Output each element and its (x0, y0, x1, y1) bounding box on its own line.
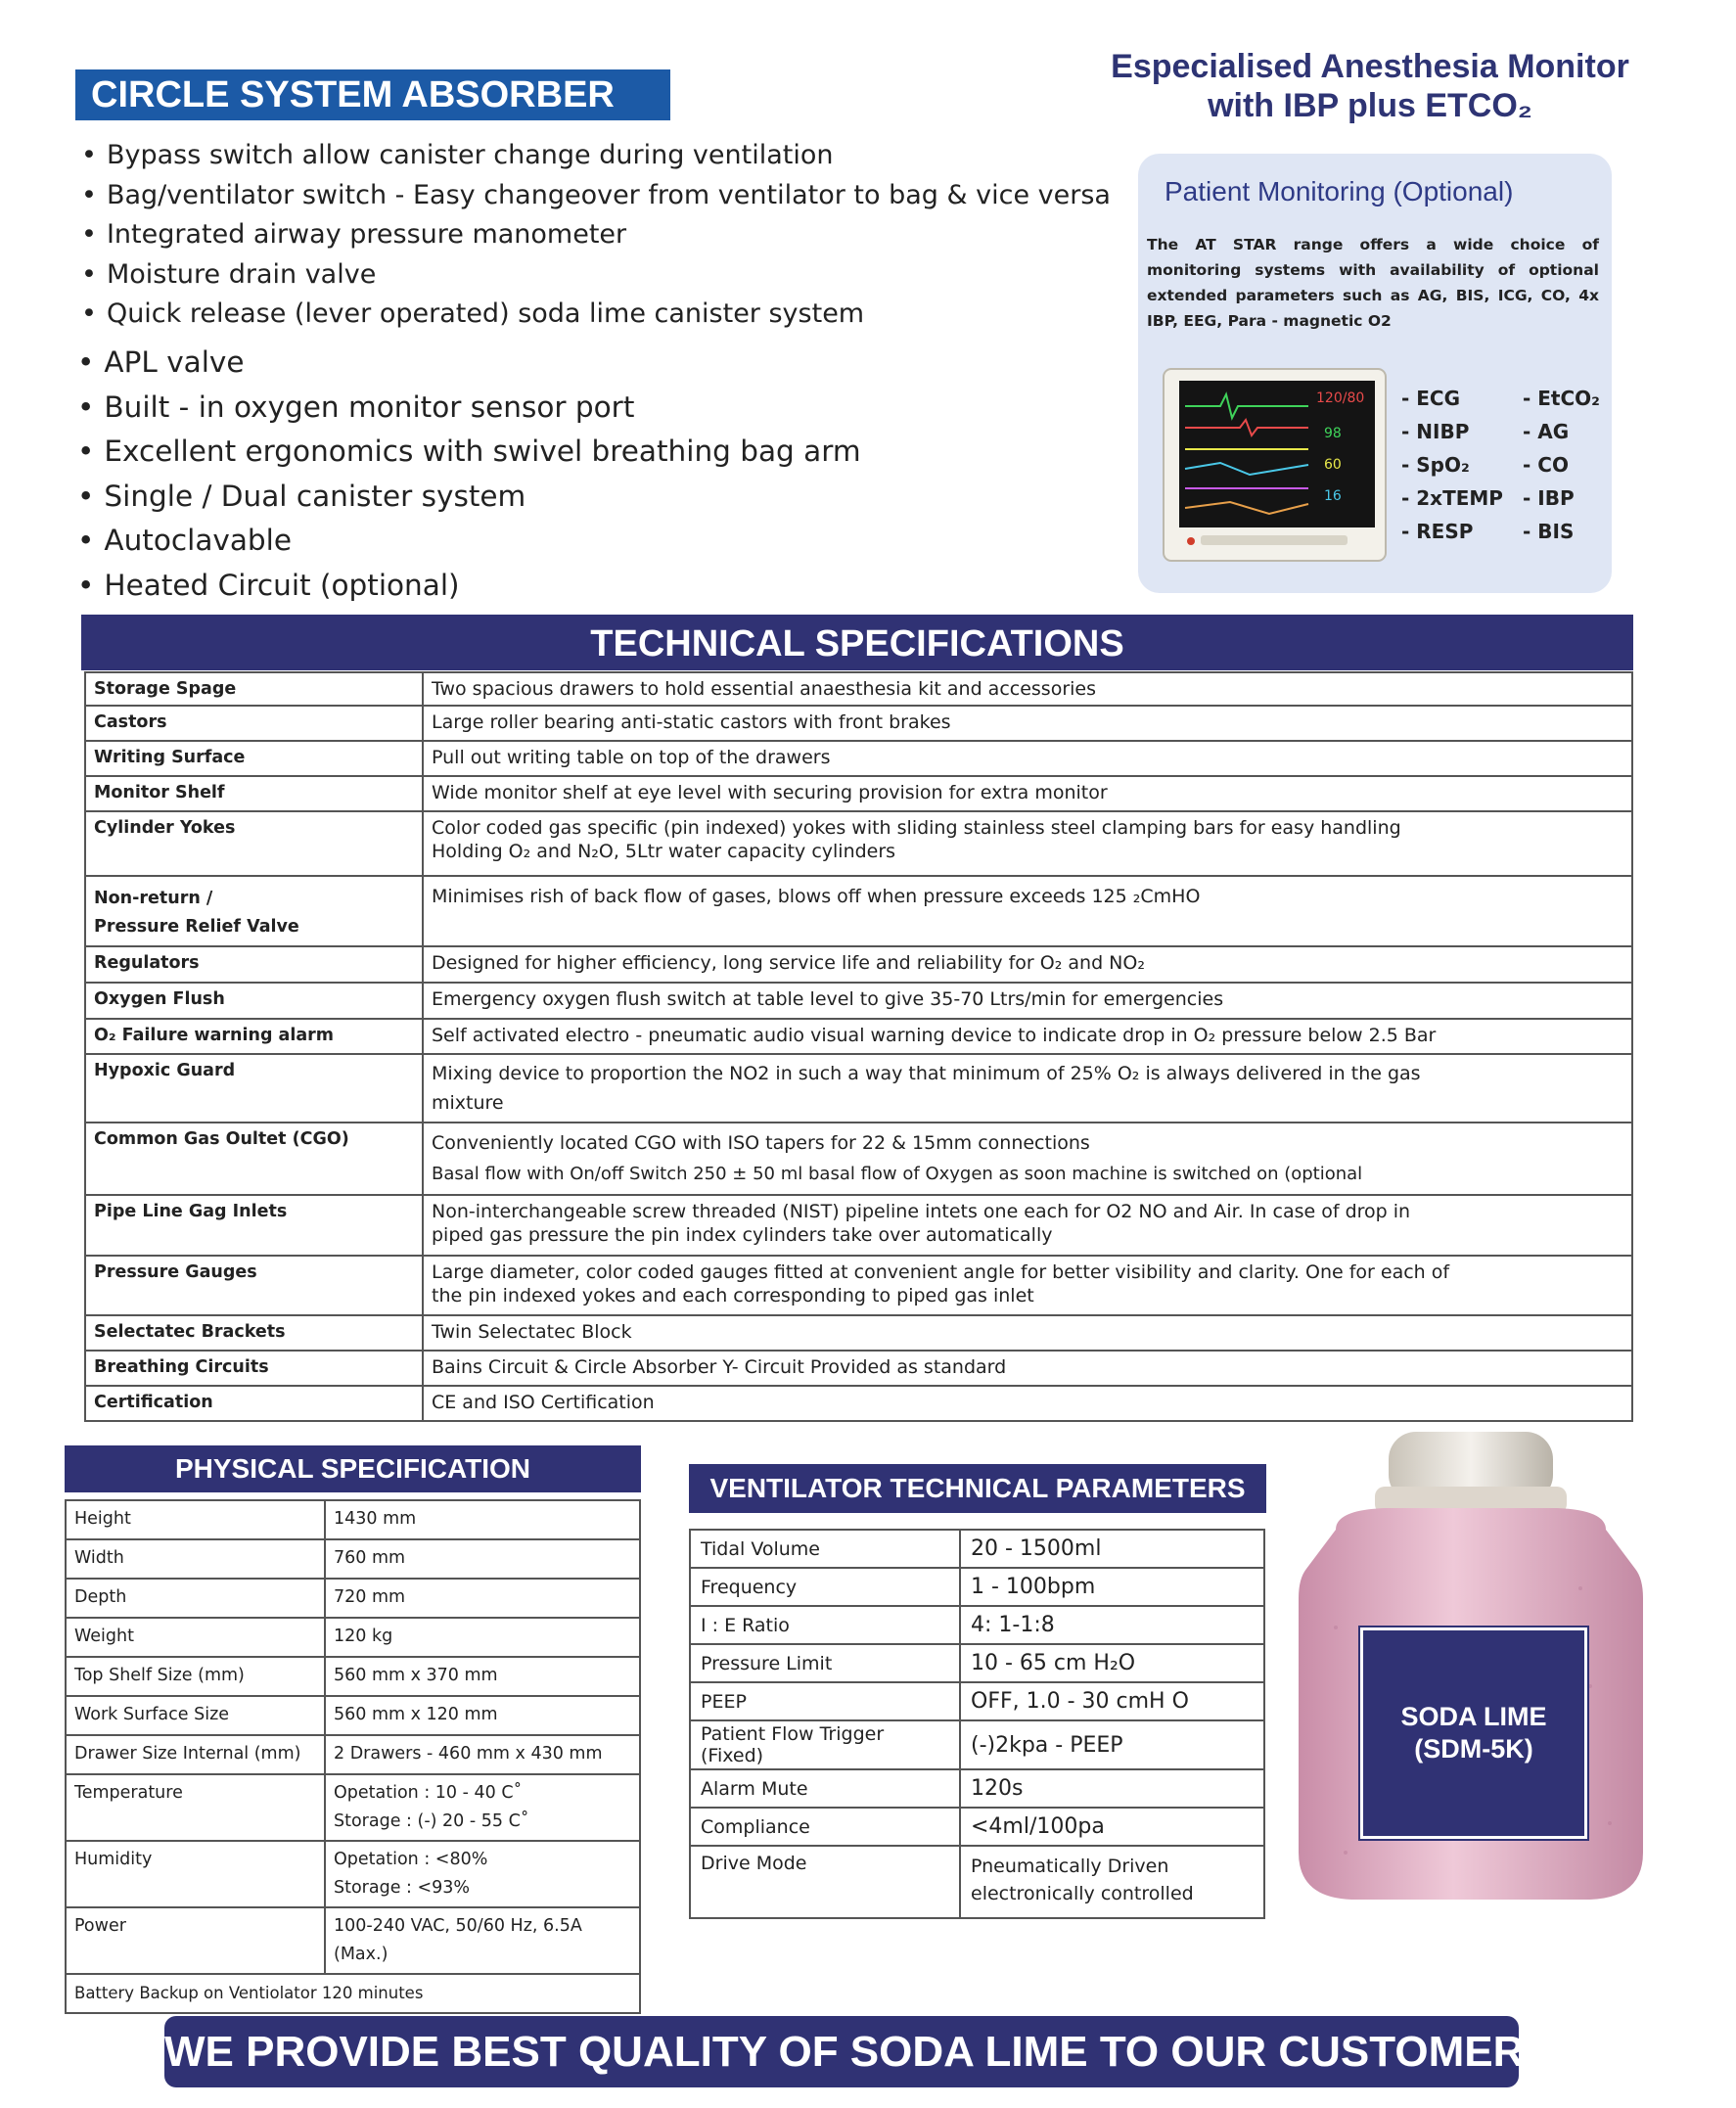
param-value: 20 - 1500ml (960, 1530, 1264, 1568)
monitor-title (1037, 47, 1703, 125)
spec-key: Common Gas Oultet (CGO) (85, 1123, 423, 1195)
spec-value-line: Storage : (-) 20 - 55 C˚ (334, 1811, 529, 1831)
spec-key: Top Shelf Size (mm) (66, 1657, 325, 1696)
spec-value-line: the pin indexed yokes and each corresponding to piped gas inlet (432, 1285, 1034, 1306)
feature-item: • Moisture drain valve (81, 255, 1111, 296)
spec-value-line: Large diameter, color coded gauges fitted at convenient angle for better visibility and clarity. One for each of (432, 1261, 1450, 1283)
spec-value: Large roller bearing anti-static castors with front brakes (423, 706, 1632, 741)
spec-value: 720 mm (325, 1579, 640, 1618)
spec-value: 120 kg (325, 1618, 640, 1657)
ventilator-parameters-table (689, 1529, 1265, 1919)
param-value (960, 1846, 1264, 1918)
monitor-screen-value: 60 (1324, 457, 1342, 473)
spec-key: Pressure Gauges (85, 1256, 423, 1315)
table-row (690, 1682, 1264, 1720)
feature-item: • Single / Dual canister system (77, 475, 861, 520)
table-row (66, 1841, 640, 1907)
feature-item: • Bag/ventilator switch - Easy changeover from ventilator to bag & vice versa (81, 176, 1111, 216)
table-row (66, 1657, 640, 1696)
table-row (690, 1644, 1264, 1682)
spec-value (423, 1054, 1632, 1123)
param-value: 4: 1-1:8 (960, 1606, 1264, 1644)
spec-key: Regulators (85, 946, 423, 983)
monitor-param: - AG (1523, 420, 1570, 443)
spec-key: Breathing Circuits (85, 1351, 423, 1386)
spec-key: O₂ Failure warning alarm (85, 1019, 423, 1054)
spec-key: Power (66, 1907, 325, 1974)
param-value: <4ml/100pa (960, 1808, 1264, 1846)
table-row (85, 1256, 1632, 1315)
monitor-param: - NIBP (1401, 420, 1470, 443)
feature-list-primary (81, 136, 1111, 335)
patient-monitoring-title: Patient Monitoring (Optional) (1165, 176, 1514, 206)
spec-value (325, 1841, 640, 1907)
spec-value (423, 1256, 1632, 1315)
table-row (85, 1054, 1632, 1123)
table-row (85, 946, 1632, 983)
table-row (85, 811, 1632, 876)
param-key: Frequency (690, 1568, 960, 1606)
table-row (690, 1568, 1264, 1606)
spec-value: Pull out writing table on top of the drawers (423, 741, 1632, 776)
spec-key: Temperature (66, 1774, 325, 1841)
monitor-title-line1: Especialised Anesthesia Monitor (1111, 48, 1629, 85)
param-key: Pressure Limit (690, 1644, 960, 1682)
spec-key: Height (66, 1500, 325, 1539)
feature-item: • APL valve (77, 341, 861, 386)
spec-key: Pipe Line Gag Inlets (85, 1195, 423, 1256)
table-row (85, 776, 1632, 811)
param-key: I : E Ratio (690, 1606, 960, 1644)
spec-key: Work Surface Size (66, 1696, 325, 1735)
param-key: Patient Flow Trigger (Fixed) (690, 1720, 960, 1769)
spec-value: 100-240 VAC, 50/60 Hz, 6.5A (Max.) (325, 1907, 640, 1974)
spec-value-line: Opetation : 10 - 40 C˚ (334, 1783, 523, 1803)
table-row (690, 1530, 1264, 1568)
feature-item: • Quick release (lever operated) soda lime canister system (81, 295, 1111, 335)
feature-item: • Integrated airway pressure manometer (81, 215, 1111, 255)
feature-item: • Bypass switch allow canister change during ventilation (81, 136, 1111, 176)
soda-lime-label (1360, 1627, 1587, 1839)
table-row (85, 983, 1632, 1019)
table-row (690, 1720, 1264, 1769)
battery-backup: Battery Backup on Ventiolator 120 minutes (66, 1974, 640, 2013)
param-value-line: electronically controlled (971, 1883, 1194, 1904)
physical-specification-table (65, 1499, 641, 2014)
spec-value-line: Basal flow with On/off Switch 250 ± 50 ml basal flow of Oxygen as soon machine is switched on (optional (432, 1164, 1363, 1184)
monitor-param: - BIS (1523, 520, 1575, 543)
monitor-params-left (1401, 382, 1503, 548)
spec-value-line: mixture (432, 1092, 504, 1114)
spec-key: Depth (66, 1579, 325, 1618)
table-row (66, 1696, 640, 1735)
table-row (85, 741, 1632, 776)
spec-value (423, 1195, 1632, 1256)
spec-value-line: Mixing device to proportion the NO2 in such a way that minimum of 25% O₂ is always delivered in the gas (432, 1063, 1421, 1084)
physical-specification-header: PHYSICAL SPECIFICATION (65, 1445, 641, 1492)
spec-key: Drawer Size Internal (mm) (66, 1735, 325, 1774)
spec-value: 2 Drawers - 460 mm x 430 mm (325, 1735, 640, 1774)
table-row (85, 1351, 1632, 1386)
param-value-line: Pneumatically Driven (971, 1856, 1169, 1877)
spec-key: Writing Surface (85, 741, 423, 776)
param-value: 10 - 65 cm H₂O (960, 1644, 1264, 1682)
feature-list-secondary (77, 341, 861, 608)
patient-monitoring-description: The AT STAR range offers a wide choice of monitoring systems with availability of optional extended parameters such as AG, BIS, ICG, CO, 4x IBP, EEG, Para - magnetic O2 (1147, 236, 1599, 330)
spec-value: Twin Selectatec Block (423, 1315, 1632, 1351)
soda-lime-name: SODA LIME (1400, 1702, 1547, 1731)
param-value: 120s (960, 1769, 1264, 1808)
spec-value: Designed for higher efficiency, long service life and reliability for O₂ and NO₂ (423, 946, 1632, 983)
monitor-param: - CO (1523, 453, 1569, 477)
spec-value-line: Opetation : <80% (334, 1850, 488, 1869)
spec-key-line: Pressure Relief Valve (94, 917, 299, 937)
table-row (66, 1579, 640, 1618)
feature-item: • Built - in oxygen monitor sensor port (77, 386, 861, 431)
spec-value: Bains Circuit & Circle Absorber Y- Circuit Provided as standard (423, 1351, 1632, 1386)
spec-key: Storage Spage (85, 672, 423, 706)
spec-value (423, 1123, 1632, 1195)
param-key: Tidal Volume (690, 1530, 960, 1568)
table-row (690, 1606, 1264, 1644)
spec-value: 560 mm x 370 mm (325, 1657, 640, 1696)
table-row (690, 1846, 1264, 1918)
table-row (66, 1539, 640, 1579)
table-row (66, 1907, 640, 1974)
technical-specifications-table (84, 671, 1633, 1422)
spec-key: Humidity (66, 1841, 325, 1907)
spec-value (325, 1774, 640, 1841)
spec-value-line: Color coded gas specific (pin indexed) yokes with sliding stainless steel clamping bars for easy handling (432, 817, 1401, 839)
param-key: PEEP (690, 1682, 960, 1720)
monitor-title-line2: with IBP plus ETCO₂ (1208, 87, 1532, 124)
spec-value: Self activated electro - pneumatic audio visual warning device to indicate drop in O₂ pressure below 2.5 Bar (423, 1019, 1632, 1054)
monitor-screen-value: 16 (1324, 488, 1342, 504)
param-key: Compliance (690, 1808, 960, 1846)
table-row (85, 672, 1632, 706)
spec-key: Certification (85, 1386, 423, 1421)
table-row (66, 1500, 640, 1539)
spec-value: CE and ISO Certification (423, 1386, 1632, 1421)
table-row (85, 876, 1632, 946)
spec-value: 1430 mm (325, 1500, 640, 1539)
technical-specifications-header: TECHNICAL SPECIFICATIONS (81, 615, 1633, 670)
spec-value: Two spacious drawers to hold essential anaesthesia kit and accessories (423, 672, 1632, 706)
spec-key: Castors (85, 706, 423, 741)
monitor-param: - ECG (1401, 387, 1461, 410)
table-row (66, 1618, 640, 1657)
spec-value (423, 811, 1632, 876)
param-key: Alarm Mute (690, 1769, 960, 1808)
feature-item: • Excellent ergonomics with swivel breathing bag arm (77, 430, 861, 475)
table-row (85, 706, 1632, 741)
spec-key: Cylinder Yokes (85, 811, 423, 876)
spec-value: Emergency oxygen flush switch at table level to give 35-70 Ltrs/min for emergencies (423, 983, 1632, 1019)
circle-system-title: CIRCLE SYSTEM ABSORBER (75, 69, 670, 120)
spec-key: Width (66, 1539, 325, 1579)
monitor-params-right (1523, 382, 1600, 548)
table-row (690, 1769, 1264, 1808)
table-row (85, 1315, 1632, 1351)
table-row (66, 1774, 640, 1841)
monitor-param: - SpO₂ (1401, 453, 1470, 477)
param-value: 1 - 100bpm (960, 1568, 1264, 1606)
spec-value: Wide monitor shelf at eye level with securing provision for extra monitor (423, 776, 1632, 811)
patient-monitor-image (1162, 367, 1388, 563)
table-row (690, 1808, 1264, 1846)
table-row (85, 1195, 1632, 1256)
spec-value: 760 mm (325, 1539, 640, 1579)
table-row (66, 1735, 640, 1774)
feature-item: • Heated Circuit (optional) (77, 564, 861, 609)
spec-key: Hypoxic Guard (85, 1054, 423, 1123)
spec-value-line: Conveniently located CGO with ISO tapers for 22 & 15mm connections (432, 1132, 1090, 1154)
monitor-param: - RESP (1401, 520, 1474, 543)
table-row (66, 1974, 640, 2013)
param-value: OFF, 1.0 - 30 cmH O (960, 1682, 1264, 1720)
monitor-screen-value: 120/80 (1316, 390, 1365, 406)
spec-key: Oxygen Flush (85, 983, 423, 1019)
spec-key-line: Non-return / (94, 889, 213, 908)
feature-item: • Autoclavable (77, 519, 861, 564)
monitor-param: - IBP (1523, 486, 1575, 510)
table-row (85, 1019, 1632, 1054)
spec-value-line: piped gas pressure the pin index cylinders take over automatically (432, 1224, 1053, 1246)
footer-banner: WE PROVIDE BEST QUALITY OF SODA LIME TO OUR CUSTOMERS (164, 2016, 1519, 2087)
monitor-param: - EtCO₂ (1523, 387, 1600, 410)
spec-value: 560 mm x 120 mm (325, 1696, 640, 1735)
spec-key (85, 876, 423, 946)
spec-key: Selectatec Brackets (85, 1315, 423, 1351)
param-value: (-)2kpa - PEEP (960, 1720, 1264, 1769)
spec-value-line: Holding O₂ and N₂O, 5Ltr water capacity cylinders (432, 841, 896, 862)
table-row (85, 1123, 1632, 1195)
ventilator-parameters-header: VENTILATOR TECHNICAL PARAMETERS (689, 1464, 1266, 1513)
spec-value-line: Storage : <93% (334, 1878, 471, 1898)
param-key: Drive Mode (690, 1846, 960, 1918)
spec-value: Minimises rish of back flow of gases, blows off when pressure exceeds 125 ₂CmHO (423, 876, 1632, 946)
monitor-screen-value: 98 (1324, 426, 1342, 441)
spec-key: Weight (66, 1618, 325, 1657)
soda-lime-model: (SDM-5K) (1414, 1734, 1533, 1764)
monitor-param: - 2xTEMP (1401, 486, 1503, 510)
spec-key: Monitor Shelf (85, 776, 423, 811)
table-row (85, 1386, 1632, 1421)
spec-value-line: Non-interchangeable screw threaded (NIST) pipeline intets one each for O2 NO and Air. In case of drop in (432, 1201, 1411, 1222)
